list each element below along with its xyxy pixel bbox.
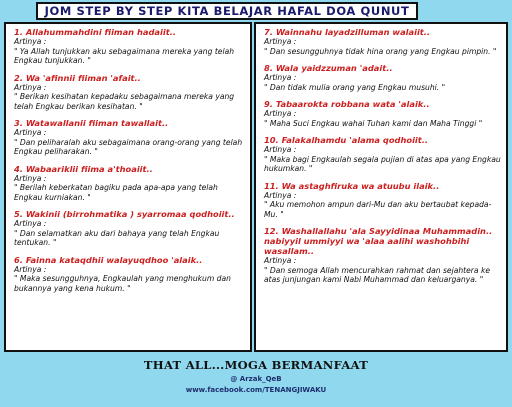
artinya-label: Artinya : bbox=[14, 219, 47, 228]
translation-text: " Maka sesungguhnya, Engkaulah yang menghukum dan bukannya yang kena hukum. " bbox=[14, 274, 231, 293]
left-panel bbox=[4, 22, 252, 352]
translation-text: " Dan tidak mulia orang yang Engkau musuhi. " bbox=[264, 82, 446, 92]
doa-heading: 12. Washallallahu 'ala Sayyidinaa Muhammadin.. nabiyyil ummiyyi wa 'alaa aalihi washohbihi wasallam.. bbox=[264, 226, 493, 256]
artinya-label: Artinya : bbox=[264, 109, 297, 118]
artinya-label: Artinya : bbox=[14, 37, 47, 46]
page-title: JOM STEP BY STEP KITA BELAJAR HAFAL DOA QUNUT bbox=[36, 2, 418, 20]
doa-heading: 2. Wa 'afinnii fiiman 'afait.. bbox=[14, 72, 141, 83]
doa-heading: 7. Wainnahu layadzilluman walaiit.. bbox=[264, 27, 431, 37]
translation-text: " Dan semoga Allah mencurahkan rahmat dan sejahtera ke atas junjungan kami Nabi Muhammad dan keluarganya. " bbox=[264, 265, 491, 284]
list-item bbox=[14, 255, 245, 294]
doa-heading: 5. Wakinii (birrohmatika ) syarromaa qodhoiit.. bbox=[14, 209, 235, 219]
list-item bbox=[264, 226, 501, 285]
artinya-label: Artinya : bbox=[14, 264, 47, 274]
list-item bbox=[264, 63, 501, 92]
list-item bbox=[14, 73, 245, 112]
translation-text: " Dan selamatkan aku dari bahaya yang telah Engkau tentukan. " bbox=[14, 228, 220, 247]
right-panel bbox=[254, 22, 508, 352]
list-item bbox=[14, 118, 245, 157]
list-item bbox=[14, 209, 245, 248]
artinya-label: Artinya : bbox=[264, 256, 297, 265]
list-item bbox=[264, 181, 501, 220]
list-item bbox=[264, 135, 501, 174]
artinya-label: Artinya : bbox=[14, 173, 47, 183]
doa-heading: 3. Watawallanii fiiman tawallait.. bbox=[14, 118, 169, 128]
translation-text: " Berikan kesihatan kepadaku sebagaimana mereka yang telah Engkau berikan kesihatan. " bbox=[14, 92, 235, 111]
doa-heading: 1. Allahummahdini fiiman hadaiit.. bbox=[14, 27, 176, 37]
translation-text: " Ya Allah tunjukkan aku sebagaimana mereka yang telah Engkau tunjukkan. " bbox=[14, 46, 235, 65]
list-item bbox=[14, 164, 245, 203]
artinya-label: Artinya : bbox=[264, 37, 297, 46]
translation-text: " Maka bagi Engkaulah segala pujian di atas apa yang Engkau hukumkan. " bbox=[264, 154, 501, 173]
list-item bbox=[264, 27, 501, 56]
list-item bbox=[14, 27, 245, 66]
doa-heading: 8. Wala yaidzzuman 'adait.. bbox=[264, 63, 393, 73]
doa-heading: 6. Fainna kataqdhii walayuqdhoo 'alaik.. bbox=[14, 254, 203, 265]
artinya-label: Artinya : bbox=[264, 145, 297, 154]
author-credit: @ Arzak_QeB bbox=[230, 375, 282, 383]
artinya-label: Artinya : bbox=[14, 82, 47, 92]
translation-text: " Dan peliharalah aku sebagaimana orang-orang yang telah Engkau peliharakan. " bbox=[14, 137, 243, 156]
artinya-label: Artinya : bbox=[264, 73, 297, 82]
doa-heading: 10. Falakalhamdu 'alama qodhoiit.. bbox=[264, 135, 429, 145]
doa-heading: 4. Wabaariklii fiima a'thoaiit.. bbox=[14, 163, 153, 174]
list-item bbox=[264, 99, 501, 128]
translation-text: " Maha Suci Engkau wahai Tuhan kami dan Maha Tinggi " bbox=[264, 118, 483, 128]
translation-text: " Dan sesungguhnya tidak hina orang yang Engkau pimpin. " bbox=[264, 46, 497, 56]
doa-heading: 11. Wa astaghfiruka wa atuubu ilaik.. bbox=[264, 180, 440, 191]
translation-text: " Aku memohon ampun dari-Mu dan aku bertaubat kepada-Mu. " bbox=[264, 200, 492, 219]
translation-text: " Berilah keberkatan bagiku pada apa-apa yang telah Engkau kurniakan. " bbox=[14, 183, 218, 202]
artinya-label: Artinya : bbox=[14, 128, 47, 137]
closing-message: THAT ALL...MOGA BERMANFAAT bbox=[143, 358, 369, 372]
artinya-label: Artinya : bbox=[264, 190, 297, 200]
facebook-link[interactable]: www.facebook.com/TENANGJIWAKU bbox=[185, 386, 327, 394]
doa-heading: 9. Tabaarokta robbana wata 'alaik.. bbox=[264, 99, 430, 109]
